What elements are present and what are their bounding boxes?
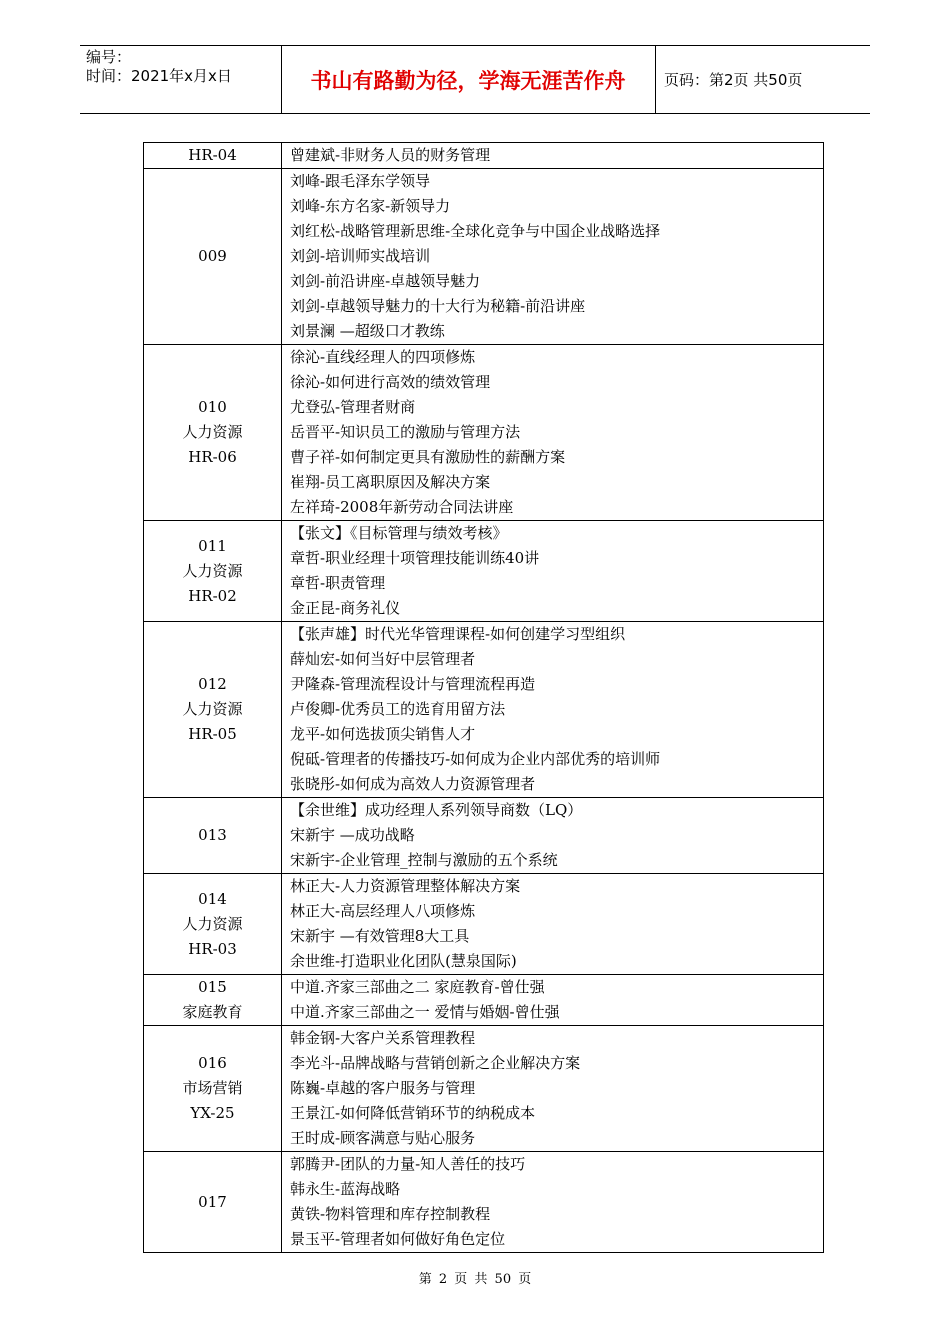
course-item: 章哲-职责管理 [290, 574, 386, 592]
course-code-line: 010 [198, 398, 227, 416]
course-item: 陈巍-卓越的客户服务与管理 [290, 1079, 476, 1097]
course-item: 刘剑-卓越领导魅力的十大行为秘籍-前沿讲座 [290, 297, 586, 315]
course-item: 刘剑-前沿讲座-卓越领导魅力 [290, 272, 481, 290]
course-code-cell [144, 622, 282, 798]
course-item: 韩永生-蓝海战略 [290, 1180, 401, 1198]
course-item: 曾建斌-非财务人员的财务管理 [290, 146, 491, 164]
header-meta [86, 48, 276, 86]
course-item: 金正昆-商务礼仪 [290, 599, 401, 617]
table-row [144, 169, 824, 345]
document-time-label: 时间：2021年x月x日 [86, 67, 232, 85]
course-code-cell [144, 1152, 282, 1253]
course-code-line: 011 [198, 536, 227, 555]
course-item: 刘峰-跟毛泽东学领导 [290, 172, 431, 190]
course-code-line: HR-02 [188, 586, 237, 605]
document-number-label: 编号： [86, 48, 132, 66]
course-code-line: 人力资源 [182, 423, 243, 441]
course-item: 崔翔-员工离职原因及解决方案 [290, 473, 491, 491]
table-row [144, 874, 824, 975]
course-code-line: 人力资源 [182, 561, 243, 580]
course-code-line: 016 [198, 1054, 227, 1072]
course-code-line: HR-04 [188, 146, 237, 164]
course-item: 徐沁-如何进行高效的绩效管理 [290, 373, 491, 391]
course-item: 景玉平-管理者如何做好角色定位 [290, 1230, 506, 1248]
course-list-cell [282, 874, 824, 975]
course-item: 王景江-如何降低营销环节的纳税成本 [290, 1104, 536, 1122]
course-item: 林正大-人力资源管理整体解决方案 [290, 877, 521, 895]
course-item: 左祥琦-2008年新劳动合同法讲座 [290, 498, 514, 516]
course-code-line: 家庭教育 [182, 1003, 243, 1021]
course-list-cell [282, 798, 824, 874]
course-item: 郭腾尹-团队的力量-知人善任的技巧 [290, 1155, 526, 1173]
course-code-line: HR-06 [188, 448, 237, 466]
course-item: 刘红松-战略管理新思维-全球化竞争与中国企业战略选择 [290, 222, 661, 240]
course-list-cell [282, 622, 824, 798]
course-list-cell [282, 975, 824, 1026]
course-code-line: 015 [198, 978, 227, 996]
course-item: 【余世维】成功经理人系列领导商数（LQ） [290, 801, 583, 819]
course-item: 张晓彤-如何成为高效人力资源管理者 [290, 775, 536, 793]
header-page-info: 页码：第2页 共50页 [664, 71, 803, 89]
table-row [144, 622, 824, 798]
course-table-body [144, 143, 824, 1253]
course-item: 卢俊卿-优秀员工的选育用留方法 [290, 700, 506, 718]
course-code-line: 009 [198, 247, 227, 265]
table-row [144, 1152, 824, 1253]
course-list-cell [282, 169, 824, 345]
course-item: 黄铁-物料管理和库存控制教程 [290, 1205, 491, 1223]
course-code-cell [144, 798, 282, 874]
course-code-line: 012 [198, 675, 227, 693]
course-list-cell [282, 1152, 824, 1253]
course-code-line: 市场营销 [182, 1079, 243, 1097]
course-item: 尹隆森-管理流程设计与管理流程再造 [290, 675, 536, 693]
course-item: 刘剑-培训师实战培训 [290, 247, 431, 265]
course-item: 王时成-顾客满意与贴心服务 [290, 1129, 476, 1147]
course-item: 【张文】《目标管理与绩效考核》 [290, 524, 508, 542]
course-item: 余世维-打造职业化团队(慧泉国际) [290, 952, 517, 970]
course-code-cell [144, 345, 282, 521]
page-footer: 第 2 页 共 50 页 [418, 1272, 532, 1287]
course-item: 林正大-高层经理人八项修炼 [290, 902, 476, 920]
course-item: 章哲-职业经理十项管理技能训练40讲 [290, 549, 540, 567]
table-row [144, 345, 824, 521]
course-code-line: 人力资源 [182, 914, 243, 933]
course-item: 曹子祥-如何制定更具有激励性的薪酬方案 [290, 448, 566, 466]
course-code-cell [144, 169, 282, 345]
course-item: 龙平-如何选拔顶尖销售人才 [290, 725, 476, 743]
course-code-line: 017 [198, 1192, 227, 1211]
course-list-cell [282, 1026, 824, 1152]
table-row [144, 143, 824, 169]
course-code-line: HR-05 [188, 725, 237, 743]
course-item: 中道.齐家三部曲之二 家庭教育-曾仕强 [290, 978, 545, 996]
course-list-cell [282, 143, 824, 169]
course-table [143, 142, 824, 1253]
course-item: 宋新宇 —成功战略 [290, 826, 415, 844]
header-bottom-rule [80, 113, 870, 114]
course-code-line: 人力资源 [182, 700, 243, 718]
course-code-line: HR-03 [188, 939, 237, 958]
course-list-cell [282, 521, 824, 622]
course-item: 倪砥-管理者的传播技巧-如何成为企业内部优秀的培训师 [290, 750, 661, 768]
header-divider [655, 46, 656, 113]
course-code-cell [144, 143, 282, 169]
course-item: 徐沁-直线经理人的四项修炼 [290, 348, 476, 366]
course-item: 【张声雄】时代光华管理课程-如何创建学习型组织 [290, 625, 626, 643]
course-code-line: 014 [198, 889, 227, 908]
course-code-line: YX-25 [190, 1104, 235, 1122]
course-list-cell [282, 345, 824, 521]
course-item: 岳晋平-知识员工的激励与管理方法 [290, 423, 521, 441]
course-item: 刘景澜 —超级口才教练 [290, 322, 445, 340]
course-item: 中道.齐家三部曲之一 爱情与婚姻-曾仕强 [290, 1003, 560, 1021]
table-row [144, 521, 824, 622]
table-row [144, 798, 824, 874]
course-item: 李光斗-品牌战略与营销创新之企业解决方案 [290, 1054, 581, 1072]
course-code-cell [144, 1026, 282, 1152]
course-code-cell [144, 874, 282, 975]
table-row [144, 1026, 824, 1152]
course-item: 宋新宇-企业管理_控制与激励的五个系统 [290, 851, 558, 869]
course-item: 韩金钢-大客户关系管理教程 [290, 1029, 476, 1047]
course-item: 尤登弘-管理者财商 [290, 398, 416, 416]
header-motto: 书山有路勤为径，学海无涯苦作舟 [310, 68, 626, 93]
course-code-cell [144, 975, 282, 1026]
course-item: 宋新宇 —有效管理8大工具 [290, 927, 470, 945]
table-row [144, 975, 824, 1026]
course-code-cell [144, 521, 282, 622]
course-item: 刘峰-东方名家-新领导力 [290, 197, 451, 215]
course-code-line: 013 [198, 826, 227, 844]
course-item: 薛灿宏-如何当好中层管理者 [290, 650, 476, 668]
